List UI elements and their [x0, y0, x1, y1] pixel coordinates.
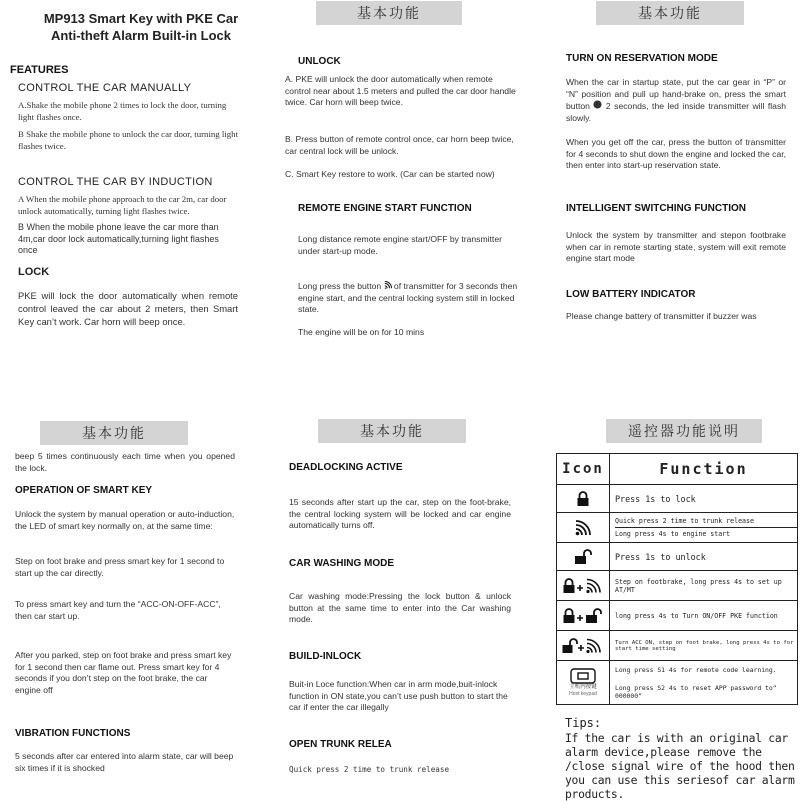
buildin-heading: BUILD-INLOCK [289, 651, 362, 662]
section-banner-basic-1: 基本功能 [316, 1, 462, 25]
table-function-cell [610, 661, 798, 705]
table-function-cell [610, 571, 798, 601]
remote-start-text-2a: Long press the button [298, 281, 382, 291]
remote-function-table [556, 453, 798, 705]
function-line: Long press S2 4s to reset APP password to” 000000” [615, 683, 777, 700]
table-icon-cell [557, 571, 610, 601]
trunk-heading: OPEN TRUNK RELEA [289, 739, 392, 750]
features-heading: FEATURES [10, 64, 69, 76]
table-function-cell [610, 513, 798, 543]
deadlock-text: 15 seconds after start up the car, step on the foot-brake, the central locking system will be locked and car engine automatically turns off. [289, 497, 511, 531]
smart-key-text-1: Unlock the system by manual operation or auto-induction, the LED of smart key normally on, at the same time: [15, 509, 235, 531]
battery-text: Please change battery of transmitter if buzzer was [566, 311, 757, 321]
manual-a-text: A.Shake the mobile phone 2 times to lock the door, turning light flashes once. [18, 100, 227, 122]
vibration-heading: VIBRATION FUNCTIONS [15, 728, 131, 739]
remote-start-text-1: Long distance remote engine start/OFF by transmitter under start-up mode. [298, 234, 502, 256]
table-function-cell [610, 543, 798, 571]
smart-key-heading: OPERATION OF SMART KEY [15, 485, 153, 496]
table-icon-cell [557, 601, 610, 631]
table-function-header: Function [610, 454, 798, 485]
table-icon-cell [557, 513, 610, 543]
manual-b-text: B Shake the mobile phone to unlock the car door, turning light flashes twice. [18, 129, 239, 151]
table-icon-cell [557, 631, 610, 661]
unlock-c-text: C. Smart Key restore to work. (Car can be started now) [285, 169, 495, 179]
doc-title-line1: MP913 Smart Key with PKE Car [43, 11, 239, 26]
table-row [557, 661, 798, 705]
function-line: Step on footbrake, long press 4s to set up AT/MT [615, 577, 782, 594]
switching-text: Unlock the system by transmitter and stepon footbrake when car in remote starting state, system will exit remote engine start mode [566, 230, 786, 264]
section-banner-basic-4: 基本功能 [318, 419, 466, 443]
smart-button-icon [593, 101, 602, 111]
reservation-text-1 [566, 77, 786, 124]
smart-key-text-4: After you parked, step on foot brake and press smart key for 1 second then car flame out. Press smart key for 4 seconds if you don’t step on the foot brake, the car engine off [15, 650, 232, 695]
table-row [557, 571, 798, 601]
switching-heading: INTELLIGENT SWITCHING FUNCTION [566, 203, 746, 214]
vibration-text: 5 seconds after car entered into alarm state, car will beep six times if it is shocked [15, 751, 234, 773]
reservation-text-1b: 2 seconds, the led inside transmitter will flash slowly. [566, 101, 787, 123]
table-icon-cell [557, 661, 610, 705]
table-icon-cell [557, 485, 610, 513]
section-banner-remote: 遥控器功能说明 [606, 419, 762, 443]
lock-text: PKE will lock the door automatically when remote control leaved the car about 2 meters, then Smart Key can’t work. Car horn will beep once. [18, 290, 238, 327]
induction-b-text: B When the mobile phone leave the car more than 4m,car door lock automatically,turning light flashes once [18, 222, 219, 256]
function-line: Press 1s to lock [615, 493, 696, 504]
function-line: Press 1s to unlock [615, 551, 706, 562]
manual-heading: CONTROL THE CAR MANUALLY [18, 82, 192, 94]
section-banner-basic-2: 基本功能 [596, 1, 744, 25]
host-keypad-label: 主机内按键 [569, 684, 597, 690]
induction-heading: CONTROL THE CAR BY INDUCTION [18, 176, 213, 188]
tips-text: If the car is with an original car alarm device,please remove the /close signal wire of the hood then you can use this seriesof car alarm products. [565, 731, 795, 801]
signal-icon [384, 281, 392, 291]
smart-key-text-2: Step on foot brake and press smart key for 1 second to start up the car directly. [15, 556, 225, 578]
table-icon-cell [557, 543, 610, 571]
table-row [557, 631, 798, 661]
deadlock-heading: DEADLOCKING ACTIVE [289, 462, 403, 473]
function-line: Quick press 2 time to trunk release [615, 517, 754, 525]
table-row [557, 601, 798, 631]
unlock-icon [557, 549, 609, 565]
host-keypad-sublabel: Host keypad [569, 691, 597, 697]
induction-a-text: A When the mobile phone approach to the car 2m, car door unlock automatically, turning light flashes twice. [18, 194, 227, 216]
table-icon-header: Icon [557, 454, 610, 485]
doc-title [26, 10, 256, 44]
unlock-b-text: B. Press button of remote control once, car horn beep twice, car central lock will be unlock. [285, 134, 514, 156]
table-function-cell [610, 485, 798, 513]
reservation-heading: TURN ON RESERVATION MODE [566, 53, 718, 64]
lock-heading: LOCK [18, 266, 50, 278]
unlock-plus-signal-icon [557, 638, 609, 654]
remote-start-text-3: The engine will be on for 10 mins [298, 327, 425, 337]
lock-plus-signal-icon [557, 578, 609, 594]
reset-key-icon [557, 668, 609, 684]
function-line: Turn ACC ON, step on foot brake, long press 4s to for start time setting [615, 639, 794, 652]
lock-icon [557, 491, 609, 507]
continued-text: beep 5 times continuously each time when you opened the lock. [15, 451, 235, 473]
table-row [557, 513, 798, 543]
reservation-text-2: When you get off the car, press the button of transmitter for 4 seconds to shut down the engine and locked the car, then enter into start-up reservation state. [566, 137, 786, 171]
table-row [557, 543, 798, 571]
function-line: Long press 4s to engine start [615, 527, 797, 540]
trunk-text: Quick press 2 time to trunk release [289, 765, 450, 774]
table-function-cell [610, 631, 798, 661]
remote-start-text-2b: of transmitter for 3 seconds then engine start, and the central locking system still in locked state. [298, 281, 518, 315]
doc-title-line2: Anti-theft Alarm Built-in Lock [50, 28, 232, 43]
reservation-text-1a: When the car in startup state, put the car gear in “P” or “N” position and pull up hand-brake on, press the smart button [566, 77, 786, 112]
table-function-cell [610, 601, 798, 631]
smart-key-text-3: To press smart key and turn the “ACC-ON-OFF-ACC”, then car start up. [15, 599, 221, 621]
battery-heading: LOW BATTERY INDICATOR [566, 289, 696, 300]
remote-start-text-2 [298, 281, 520, 316]
tips-heading: Tips: [565, 716, 602, 730]
section-banner-basic-3: 基本功能 [40, 421, 188, 445]
unlock-a-text: A. PKE will unlock the door automatically when remote control near about 1.5 meters and pulled the car door handle twice. Car horn will beep twice. [285, 74, 516, 108]
table-header-row [557, 454, 798, 485]
washing-heading: CAR WASHING MODE [289, 558, 394, 569]
signal-icon [557, 520, 609, 536]
remote-start-heading: REMOTE ENGINE START FUNCTION [298, 203, 472, 214]
function-line: Long press S1 4s for remote code learning. [615, 665, 777, 674]
table-row [557, 485, 798, 513]
buildin-text: Buit-in Loce function:When car in arm mode,buit-inlock function in ON state,you can’t use push button to start the car if enter the car illegally [289, 679, 508, 713]
function-line: long press 4s to Turn ON/OFF PKE function [615, 611, 778, 620]
lock-plus-unlock-icon [557, 608, 609, 624]
unlock-heading: UNLOCK [298, 56, 341, 67]
washing-text: Car washing mode:Pressing the lock button & unlock button at the same time to enter into the Car washing mode. [289, 591, 511, 625]
